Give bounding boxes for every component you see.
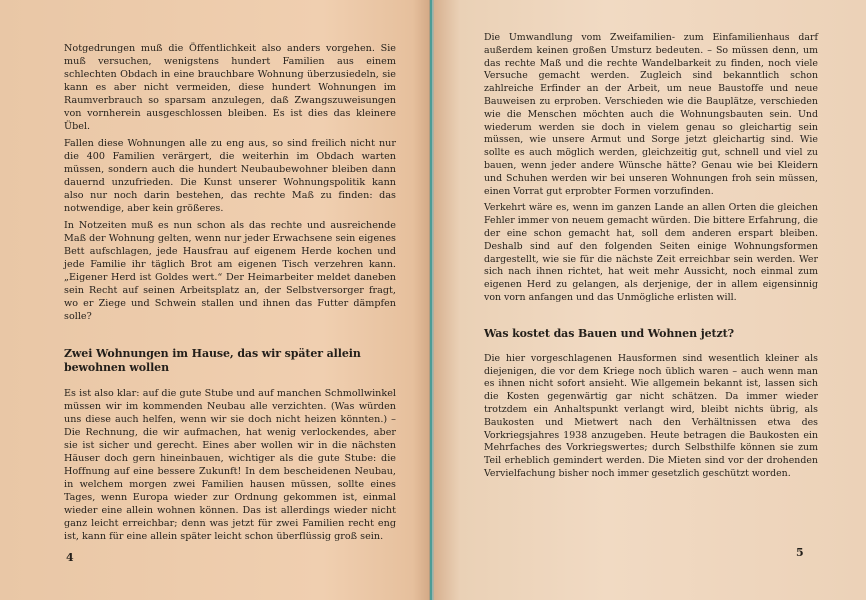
- gutter-edge: [430, 0, 432, 600]
- left-paragraph-2: Fallen diese Wohnungen alle zu eng aus, so sind freilich nicht nur die 400 Familien verärgert, die weiterhin im Obdach warten müssen, sondern auch die hundert Neubaubewohner bleiben dann dauernd unzufrieden. Die Kunst unserer Wohnungspolitik kann also nur noch darin bestehen, das rechte Maß zu finden: das notwendige, aber kein größeres.: [64, 138, 396, 214]
- page-number-right: 5: [796, 546, 804, 559]
- right-page: [434, 0, 866, 600]
- right-paragraph-3: Die hier vorgeschlagenen Hausformen sind wesentlich kleiner als diejenigen, die vor dem Kriege noch üblich waren – auch wenn man es ihnen nicht sofort ansieht. Wie allgemein bekannt ist, lassen sich die Kosten gegenwärtig gar nicht schätzen. Da immer wieder trotzdem ein Anhaltspunkt verlangt wird, bleibt nichts übrig, als Baukosten und Mietwert nach den Verhältnissen etwa des Vorkriegsjahres 1938 anzugeben. Heute betragen die Baukosten ein Mehrfaches des Vorkriegswertes; durch Selbsthilfe können sie zum Teil erheblich gemindert werden. Die Mieten sind vor der drohenden Vervielfachung bisher noch immer gesetzlich geschützt worden.: [484, 352, 818, 479]
- right-paragraph-1: Die Umwandlung vom Zweifamilien- zum Einfamilienhaus darf außerdem keinen großen Umsturz bedeuten. – So müssen denn, um das rechte Maß und die rechte Wandelbarkeit zu finden, noch viele Versuche gemacht werden. Zugleich sind bekanntlich schon zahlreiche Erfinder an der Arbeit, um neue Baustoffe und neue Bauweisen zu erproben. Verschieden wie die Bauplätze, verschieden wie die Menschen möchten auch die Wohnungsbauten sein. Und wiederum werden sie doch in vielem genau so gleichartig sein müssen, wie unsere Armut und Sorge jetzt gleichartig sind. Wie sollte es auch möglich werden, gleichzeitig gut, schnell und viel zu bauen, wenn jeder andere Wünsche hätte? Genau wie bei Kleidern und Schuhen werden wir bei unseren Wohnungen froh sein müssen, einen Vorrat gut erprobter Formen vorzufinden.: [484, 32, 818, 197]
- page-number-left: 4: [66, 551, 74, 564]
- left-page: [0, 0, 430, 600]
- right-paragraph-2: Verkehrt wäre es, wenn im ganzen Lande an allen Orten die gleichen Fehler immer von neuem gemacht würden. Die bittere Erfahrung, die der eine schon gemacht hat, soll dem anderen erspart bleiben. Deshalb sind auf den folgenden Seiten einige Wohnungsformen dargestellt, wie sie für die nächste Zeit erreichbar sein werden. Wer sich nach ihnen richtet, hat weit mehr Aussicht, noch einmal zum eigenen Herd zu gelangen, als derjenige, der in allem eigensinnig von vorn anfangen und das Unmögliche erlisten will.: [484, 202, 818, 303]
- left-section-heading: Zwei Wohnungen im Hause, das wir später allein bewohnen wollen: [64, 347, 361, 374]
- left-paragraph-3: In Notzeiten muß es nun schon als das rechte und ausreichende Maß der Wohnung gelten, wenn nur jeder Erwachsene sein eigenes Bett aufschlagen, jede Hausfrau auf eigenem Herde kochen und jede Familie ihr täglich Brot am eigenen Tisch verzehren kann. „Eigener Herd ist Goldes wert.“ Der Heimarbeiter meldet daneben sein Recht auf seinen Arbeitsplatz an, der Selbstversorger fragt, wo er Ziege und Schwein stallen und ihnen das Futter dämpfen solle?: [64, 220, 396, 322]
- left-paragraph-4: Es ist also klar: auf die gute Stube und auf manchen Schmollwinkel müssen wir im kommenden Neubau alle verzichten. (Was würden uns diese auch helfen, wenn wir sie doch nicht heizen könnten.) – Die Rechnung, die wir aufmachen, hat wenig verlockendes, aber sie ist sicher und gerecht. Eines aber wollen wir in die nächsten Häuser doch gern hineinbauen, wichtiger als die gute Stube: die Hoffnung auf eine bessere Zukunft! In dem bescheidenen Neubau, in welchem morgen zwei Familien hausen müssen, sollte eines Tages, wenn Europa wieder zur Ordnung gekommen ist, einmal wieder eine allein wohnen können. Das ist allerdings wieder nicht ganz leicht erreichbar; denn was jetzt für zwei Familien recht eng ist, kann für eine allein später leicht schon überflüssig groß sein.: [64, 388, 396, 542]
- left-paragraph-1: Notgedrungen muß die Öffentlichkeit also anders vorgehen. Sie muß versuchen, wenigstens hundert Familien aus einem schlechten Obdach in eine brauchbare Wohnung überzusiedeln, sie kann es aber nicht vermeiden, diese hundert Wohnungen im Raumverbrauch so sparsam anzulegen, daß Zwangszuweisungen von vornherein ausgeschlossen bleiben. Es ist dies das kleinere Übel.: [64, 43, 396, 132]
- right-section-heading: Was kostet das Bauen und Wohnen jetzt?: [484, 326, 734, 340]
